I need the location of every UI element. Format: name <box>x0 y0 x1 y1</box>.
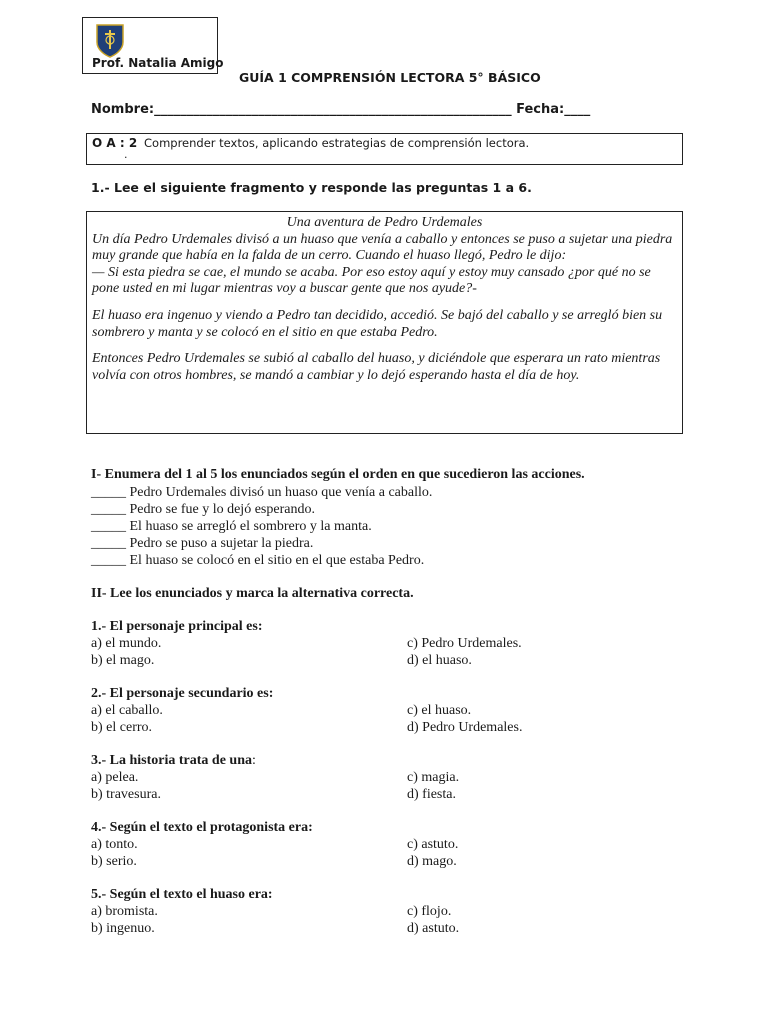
question-1-option-a: a) el mundo. <box>91 636 162 651</box>
ordering-item: _____ Pedro se puso a sujetar la piedra. <box>91 536 314 551</box>
question-2-option-a: a) el caballo. <box>91 703 163 718</box>
question-3-option-c: c) magia. <box>407 770 460 785</box>
section2-heading: II- Lee los enunciados y marca la alternativa correcta. <box>91 586 414 601</box>
question-1-option-d: d) el huaso. <box>407 653 472 668</box>
name-date-line: Nombre:_______________________________________________________ Fecha:____ <box>91 102 591 117</box>
question-4-option-b: b) serio. <box>91 854 137 869</box>
story-paragraph: Entonces Pedro Urdemales se subió al caballo del huaso, y diciéndole que esperara un rato mientras volvía con otros hombres, se mandó a cambiar y lo dejó esperando hasta el día de hoy. <box>92 351 661 383</box>
story-paragraph: El huaso era ingenuo y viendo a Pedro tan decidido, accedió. Se bajó del caballo y se arregló bien su sombrero y manta y se colocó en el sitio en que estaba Pedro. <box>92 307 663 340</box>
question-5-option-c: c) flojo. <box>407 904 452 919</box>
section1-heading: I- Enumera del 1 al 5 los enunciados según el orden en que sucedieron las acciones. <box>91 467 585 482</box>
story-paragraph: Un día Pedro Urdemales divisó a un huaso que venía a caballo y entonces se puso a sujetar una piedra muy grande que había en la falda de un cerro. Cuando el huaso llegó, Pedro le dijo: <box>92 231 673 264</box>
question-5-option-d: d) astuto. <box>407 921 460 936</box>
ordering-item: _____ Pedro se fue y lo dejó esperando. <box>91 502 315 517</box>
question-2-option-d: d) Pedro Urdemales. <box>407 720 523 735</box>
teacher-name: Prof. Natalia Amigo <box>92 56 224 70</box>
question-2-option-c: c) el huaso. <box>407 703 472 718</box>
question-4-option-c: c) astuto. <box>407 837 459 852</box>
objective-box <box>86 133 683 165</box>
question-1-option-c: c) Pedro Urdemales. <box>407 636 522 651</box>
story-box <box>86 211 683 434</box>
question-3-option-b: b) travesura. <box>91 787 161 802</box>
question-4-option-d: d) mago. <box>407 854 457 869</box>
question-4-text: 4.- Según el texto el protagonista era: <box>91 820 313 835</box>
question-1-text: 1.- El personaje principal es: <box>91 619 263 634</box>
teacher-logo-box <box>82 17 224 74</box>
question-3-option-a: a) pelea. <box>91 770 139 785</box>
story-paragraph: — Si esta piedra se cae, el mundo se acaba. Por eso estoy aquí y estoy muy cansado ¿por qué no se pone usted en mi lugar mientras voy a buscar gente que nos ayude?- <box>92 264 651 297</box>
question-2-option-b: b) el cerro. <box>91 720 153 735</box>
question-2-text: 2.- El personaje secundario es: <box>91 686 274 701</box>
question-4-option-a: a) tonto. <box>91 837 138 852</box>
question-5-option-a: a) bromista. <box>91 904 158 919</box>
ordering-item: _____ El huaso se arregló el sombrero y la manta. <box>91 519 372 534</box>
question-3-option-d: d) fiesta. <box>407 787 456 802</box>
objective-label: O A : 2 <box>92 136 138 150</box>
question-3-text <box>91 753 256 770</box>
question-3-label: 3.- La historia trata de una <box>91 753 252 768</box>
page-title: GUÍA 1 COMPRENSIÓN LECTORA 5° BÁSICO <box>239 70 541 85</box>
ordering-item: _____ El huaso se colocó en el sitio en el que estaba Pedro. <box>91 553 425 568</box>
question-1-option-b: b) el mago. <box>91 653 155 668</box>
story-title: Una aventura de Pedro Urdemales <box>286 215 483 230</box>
question-5-text: 5.- Según el texto el huaso era: <box>91 887 273 902</box>
question-5-option-b: b) ingenuo. <box>91 921 155 936</box>
objective-text: Comprender textos, aplicando estrategias de comprensión lectora. <box>144 136 530 150</box>
question-3-colon: : <box>252 753 256 768</box>
reading-instruction: 1.- Lee el siguiente fragmento y responde las preguntas 1 a 6. <box>91 180 532 195</box>
ordering-item: _____ Pedro Urdemales divisó un huaso que venía a caballo. <box>91 485 433 500</box>
school-crest-icon <box>93 22 127 58</box>
objective-dot: . <box>124 148 128 161</box>
